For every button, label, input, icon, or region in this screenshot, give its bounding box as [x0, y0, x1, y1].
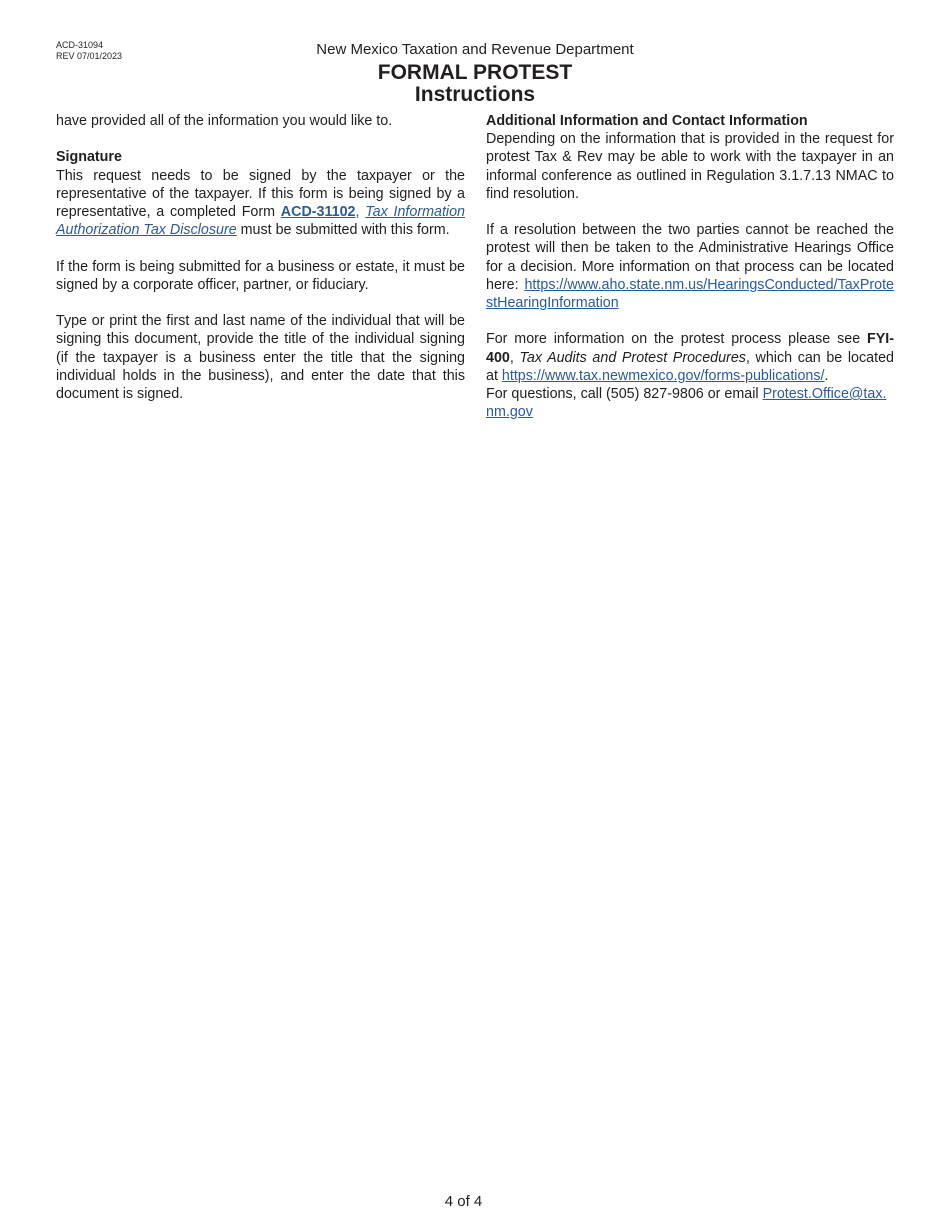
- contact-text: For questions, call (505) 827-9806 or email: [486, 386, 763, 403]
- page-number: 4 of 4: [444, 1193, 483, 1210]
- right-column: [486, 112, 894, 421]
- signature-paragraph-2: If the form is being submitted for a business or estate, it must be signed by a corporate officer, partner, or fiduciary.: [56, 258, 465, 293]
- sig-comma: ,: [355, 204, 366, 220]
- fyi-comma: ,: [509, 349, 520, 366]
- fyi-title: Tax Audits and Protest Procedures: [519, 349, 746, 366]
- additional-info-paragraph-1: Depending on the information that is provided in the request for protest Tax & Rev may be able to work with the taxpayer in an informal conference as outlined in Regulation 3.1.7.13 NMAC to find resolution.: [486, 131, 894, 202]
- additional-info-paragraph-2: [486, 221, 894, 312]
- agency-name: New Mexico Taxation and Revenue Department: [316, 41, 634, 58]
- signature-paragraph-3: Type or print the first and last name of the individual that will be signing this document, provide the title of the individual signing (if the taxpayer is a business enter the title that the signing individual holds in the business), and enter the date that this document is signed.: [56, 313, 465, 402]
- sig-text-b: must be submitted with this form.: [236, 222, 450, 239]
- tax-info-authorization-link[interactable]: Tax Information Authorization Tax Disclosure: [56, 204, 465, 239]
- page-subtitle: Instructions: [414, 83, 536, 106]
- fyi-text-a: For more information on the protest process please see: [486, 331, 867, 348]
- left-column: [56, 112, 465, 403]
- contact-paragraph: [486, 385, 894, 421]
- signature-paragraph-1: [56, 167, 465, 240]
- resolution-text: If a resolution between the two parties cannot be reached the protest will then be taken to the Administrative Hearings Office for a decision. More information on that process can be located here:: [486, 222, 894, 293]
- protest-email-link[interactable]: Protest.Office@tax.nm.gov: [486, 386, 887, 421]
- form-number: ACD-31094: [56, 40, 104, 50]
- page-title: FORMAL PROTEST: [377, 61, 573, 84]
- forms-publications-link[interactable]: https://www.tax.newmexico.gov/forms-publications/: [501, 367, 825, 384]
- additional-info-paragraph-3: [486, 330, 894, 385]
- aho-hearing-link[interactable]: https://www.aho.state.nm.us/HearingsConducted/TaxProtestHearingInformation: [486, 276, 894, 312]
- sig-text-a: This request needs to be signed by the taxpayer or the representative of the taxpayer. If this form is being signed by a representative, a completed Form: [56, 167, 465, 220]
- fyi-period: .: [824, 367, 829, 384]
- intro-text: have provided all of the information you would like to.: [56, 113, 393, 129]
- signature-heading: Signature: [56, 149, 122, 166]
- additional-info-heading: Additional Information and Contact Information: [486, 113, 808, 129]
- revision-date: REV 07/01/2023: [56, 51, 123, 61]
- fyi-text-b: , which can be located at: [486, 349, 894, 384]
- form-acd-31102-link[interactable]: ACD-31102: [280, 204, 356, 220]
- fyi-400-label: FYI-400: [486, 331, 894, 366]
